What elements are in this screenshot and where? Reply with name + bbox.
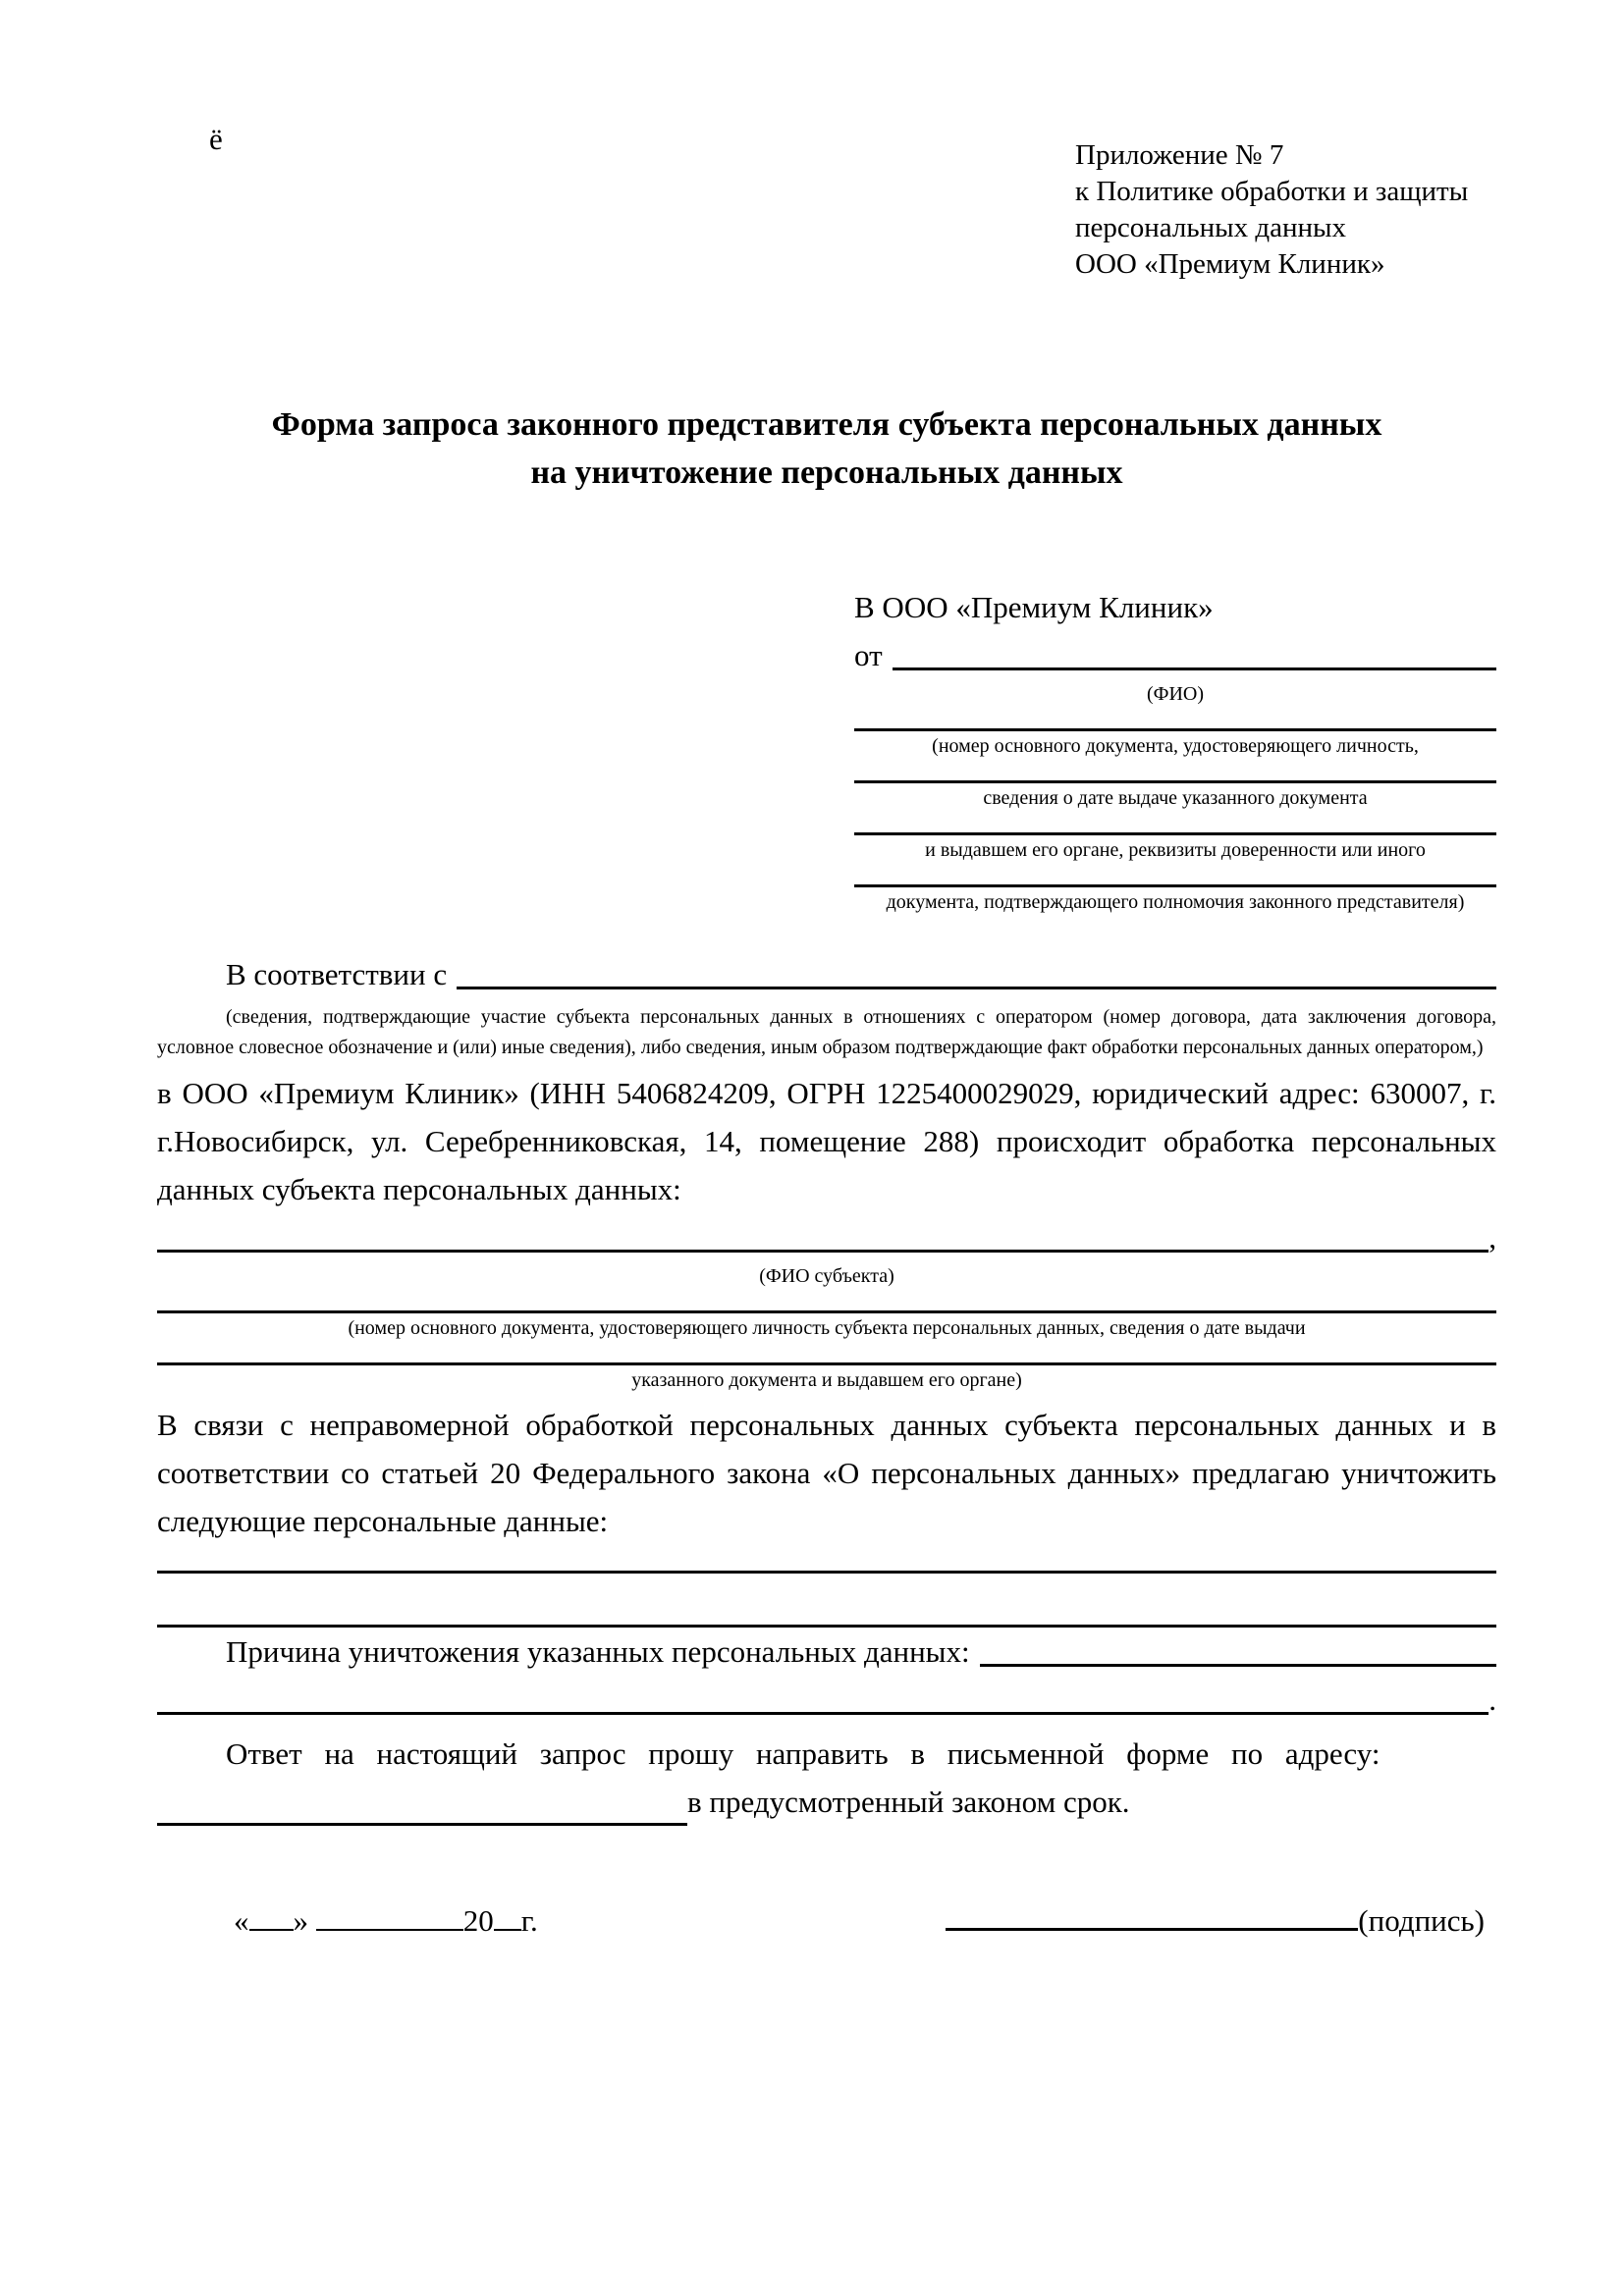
address-blank-line — [157, 1822, 687, 1826]
subject-fio-blank-line — [157, 1250, 1489, 1253]
subject-fio-row — [157, 1213, 1496, 1261]
date-field — [157, 1896, 538, 1945]
page-content — [157, 0, 1496, 1945]
addressee-block — [854, 583, 1496, 917]
form-title-line-1: Форма запроса законного представителя субъекта персональных данных — [271, 406, 1382, 443]
doc-line-group-4 — [854, 884, 1496, 917]
subject-doc-caption-bottom: указанного документа и выдавшем его органе) — [631, 1369, 1022, 1391]
form-title — [157, 400, 1496, 497]
reason-blank-line — [980, 1664, 1496, 1667]
comma-mark: , — [1489, 1220, 1496, 1255]
operator-paragraph: в ООО «Премиум Клиник» (ИНН 5406824209, ОГРН 1225400029029, юридический адрес: 630007, г. г.Новосибирск, ул. Серебренниковская, 14, помещение 288) происходит обработка персональных данных субъекта персональных данных: — [157, 1076, 1496, 1206]
appendix-line-1: Приложение № 7 — [1075, 139, 1284, 171]
subject-doc-group-1 — [157, 1310, 1496, 1343]
doc-caption-4: документа, подтверждающего полномочия законного представителя) — [886, 891, 1465, 913]
doc-line-group-3 — [854, 832, 1496, 865]
year-suffix: г. — [520, 1903, 538, 1938]
doc-caption-1: (номер основного документа, удостоверяющего личность, — [932, 735, 1419, 757]
appendix-line-2: к Политике обработки и защиты — [1075, 176, 1469, 207]
fio-caption: (ФИО) — [1146, 683, 1204, 705]
subject-fio-caption: (ФИО субъекта) — [759, 1265, 894, 1287]
reason-blank-line-2 — [157, 1712, 1489, 1715]
doc-line-group-2 — [854, 780, 1496, 813]
reason-label: Причина уничтожения указанных персональных данных: — [226, 1634, 970, 1669]
stray-mark: ё — [209, 122, 223, 156]
representative-fio-blank-line — [893, 667, 1496, 670]
response-request-paragraph: Ответ на настоящий запрос прошу направить в письменной форме по адресу: — [226, 1736, 1380, 1771]
doc-line-group-1 — [854, 728, 1496, 761]
signature-blank-line — [946, 1927, 1358, 1931]
accordance-row — [157, 950, 1496, 998]
doc-caption-3: и выдавшем его органе, реквизиты доверенности или иного — [925, 839, 1426, 861]
day-blank-line — [249, 1927, 294, 1931]
year-blank-line — [494, 1927, 521, 1931]
data-to-destroy-blank-line-1 — [157, 1571, 1496, 1574]
appendix-header — [1075, 137, 1496, 283]
subject-doc-caption-top: (номер основного документа, удостоверяющего личность субъекта персональных данных, сведения о дате выдачи — [348, 1317, 1306, 1339]
reason-continuation-row — [157, 1676, 1496, 1724]
signature-caption: (подпись) — [1358, 1903, 1485, 1938]
accordance-note: (сведения, подтверждающие участие субъекта персональных данных в отношениях с оператором (номер договора, дата заключения договора, условное словесное обозначение и (или) иные сведения), либо сведения, иным образом подтверждающие факт обработки персональных данных оператором,) — [157, 1006, 1496, 1058]
month-blank-line — [316, 1927, 463, 1931]
subject-doc-group-2 — [157, 1362, 1496, 1395]
from-row — [854, 631, 1496, 679]
appendix-line-3: персональных данных — [1075, 212, 1347, 243]
signature-field — [946, 1896, 1485, 1945]
accordance-blank-line — [457, 987, 1496, 989]
year-prefix: 20 — [462, 1903, 494, 1938]
reason-row — [157, 1628, 1496, 1676]
response-tail: в предусмотренный законом срок. — [687, 1785, 1130, 1819]
form-title-line-2: на уничтожение персональных данных — [530, 454, 1123, 491]
addressee-organization: В ООО «Премиум Клиник» — [854, 590, 1214, 624]
period-mark: . — [1489, 1682, 1496, 1717]
appendix-line-4: ООО «Премиум Клиник» — [1075, 248, 1385, 280]
response-address-row — [157, 1778, 1496, 1826]
accordance-label: В соответствии с — [226, 957, 448, 991]
destruction-paragraph: В связи с неправомерной обработкой персональных данных субъекта персональных данных и в соответствии со статьей 20 Федерального закона «О персональных данных» предлагаю уничтожить следующие персональные данные: — [157, 1408, 1496, 1538]
doc-caption-2: сведения о дате выдаче указанного документа — [983, 787, 1368, 809]
date-open-quote: « — [234, 1903, 249, 1938]
from-label: от — [854, 638, 883, 672]
date-close-quote: » — [293, 1903, 308, 1938]
signature-row — [157, 1896, 1496, 1945]
